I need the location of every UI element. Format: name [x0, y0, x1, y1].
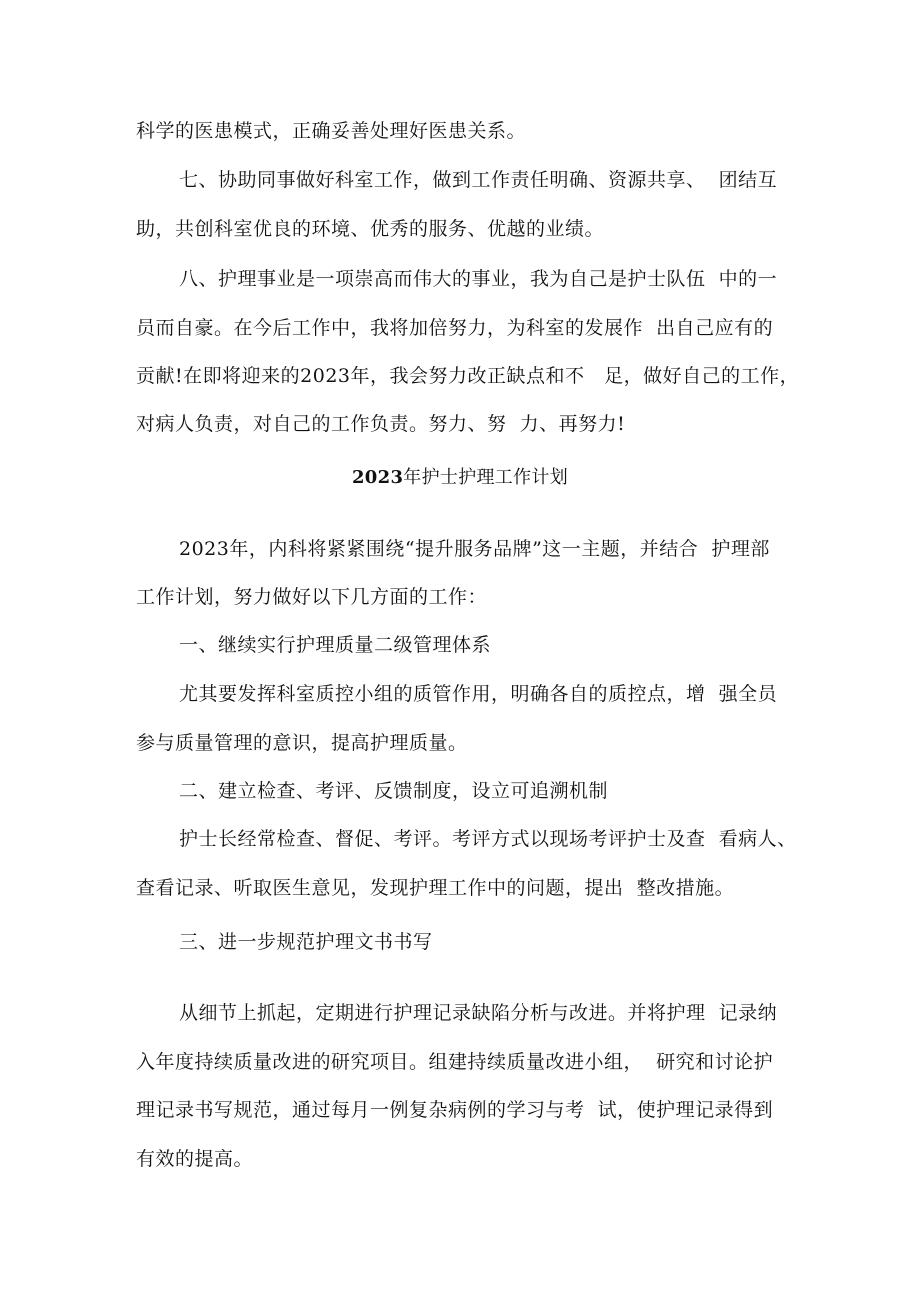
text-line: 对病人负责，对自己的工作负责。努力、努 力、再努力!	[136, 413, 626, 435]
subheading: 二、建立检查、考评、反馈制度，设立可追溯机制	[179, 780, 609, 802]
title-text: 年护士护理工作计划	[403, 467, 568, 488]
text-line: 尤其要发挥科室质控小组的质管作用，明确各自的质控点，增 强全员	[179, 683, 778, 705]
text-line: 2023年，内科将紧紧围绕“提升服务品牌”这一主题，并结合 护理部	[179, 538, 770, 560]
text-line: 七、协助同事做好科室工作，做到工作责任明确、资源共享、 团结互	[179, 169, 778, 191]
text-line: 从细节上抓起，定期进行护理记录缺陷分析与改进。并将护理 记录纳	[179, 1002, 778, 1024]
text-line: 科学的医患模式，正确妥善处理好医患关系。	[136, 120, 527, 142]
text-line: 理记录书写规范，通过每月一例复杂病例的学习与考 试，使护理记录得到	[136, 1099, 774, 1121]
text-line: 八、护理事业是一项崇高而伟大的事业，我为自己是护士队伍 中的一	[179, 268, 778, 290]
title-year: 2023	[351, 467, 404, 488]
text-line: 参与质量管理的意识，提高护理质量。	[136, 732, 468, 754]
text-line: 护士长经常检查、督促、考评。考评方式以现场考评护士及查 看病人、	[179, 828, 797, 850]
text-line: 贡献!在即将迎来的2023年，我会努力改正缺点和不 足，做好自己的工作，	[136, 365, 800, 387]
text-line: 员而自豪。在今后工作中，我将加倍努力，为科室的发展作 出自己应有的	[136, 317, 774, 339]
section-title	[0, 466, 920, 490]
text-line: 工作计划，努力做好以下几方面的工作：	[136, 586, 488, 608]
text-line: 有效的提高。	[136, 1148, 254, 1170]
text-line: 助，共创科室优良的环境、优秀的服务、优越的业绩。	[136, 218, 605, 240]
subheading: 三、进一步规范护理文书书写	[179, 931, 433, 953]
text-line: 入年度持续质量改进的研究项目。组建持续质量改进小组， 研究和讨论护	[136, 1051, 774, 1073]
text-line: 查看记录、听取医生意见，发现护理工作中的问题，提出 整改措施。	[136, 877, 735, 899]
subheading: 一、继续实行护理质量二级管理体系	[179, 634, 492, 656]
